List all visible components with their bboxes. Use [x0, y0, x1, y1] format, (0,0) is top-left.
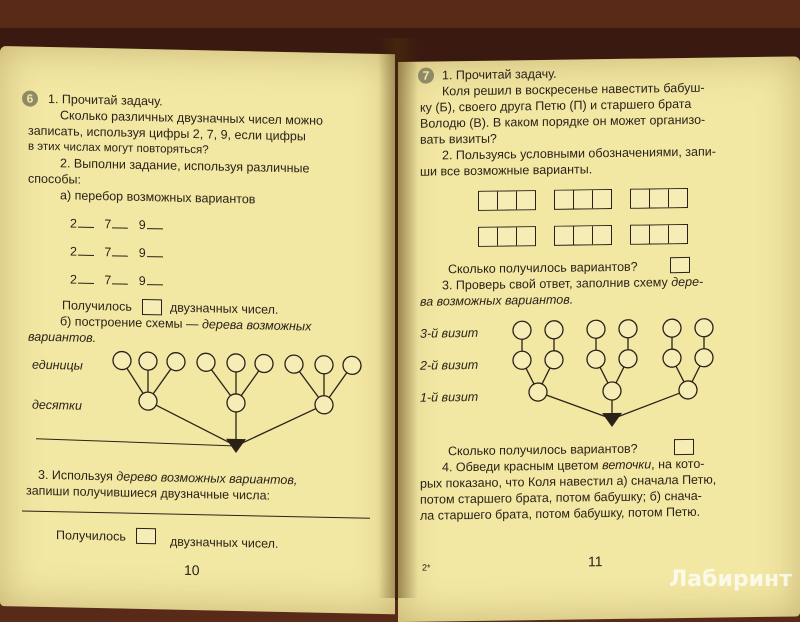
tree-node[interactable] — [139, 392, 157, 410]
task-line: а) перебор возможных вариантов — [60, 188, 256, 207]
text-span: на кото- — [658, 456, 705, 472]
tree-root-triangle — [602, 413, 622, 427]
text-span: веточки — [602, 457, 652, 473]
digit: 7 — [104, 245, 112, 260]
tree-node[interactable] — [695, 349, 713, 367]
digit: 9 — [138, 217, 146, 233]
answer-box[interactable] — [674, 439, 694, 455]
tree-node[interactable] — [679, 381, 697, 399]
task-line: рых показано, что Коля навестил а) сначала Петю, — [420, 472, 717, 491]
book — [0, 28, 800, 600]
task-line: 1. Прочитай задачу. — [442, 66, 557, 83]
text-span: дерево возможных вариантов, — [116, 469, 298, 488]
tree-node[interactable] — [315, 356, 333, 374]
tree-node[interactable] — [113, 351, 131, 369]
got-suffix: двузначных чисел. — [170, 534, 279, 551]
task-line: потом старшего брата, потом бабушку; б) снача- — [420, 488, 702, 507]
digit: 2 — [70, 272, 77, 287]
text-span: 3. Используя — [38, 467, 113, 484]
corner-mark: 2* — [422, 562, 431, 573]
right-page — [398, 56, 800, 622]
tree-node[interactable] — [663, 349, 681, 367]
answer-box[interactable] — [136, 528, 156, 544]
task-line: запиши получившиеся двузначные числа: — [26, 483, 271, 503]
digit: 2 — [70, 216, 77, 231]
variants-question: Сколько получилось вариантов? — [448, 441, 638, 459]
variants-question: Сколько получилось вариантов? — [448, 259, 638, 277]
task-number-badge: 6 — [22, 90, 38, 106]
tree-node[interactable] — [587, 320, 605, 338]
task-number-badge: 7 — [418, 67, 434, 83]
got-label: Получилось — [62, 298, 132, 314]
visit-label: 3-й визит — [420, 325, 479, 341]
tree-node[interactable] — [315, 396, 333, 414]
text-span: дерева возможных — [202, 317, 312, 334]
tree-node[interactable] — [603, 382, 621, 400]
tree-node[interactable] — [619, 350, 637, 368]
task-line: ва возможных вариантов. — [420, 292, 574, 309]
tree-node[interactable] — [695, 319, 713, 337]
possibility-tree-right — [398, 56, 800, 622]
text-span: 4. Обведи красным цветом — [442, 458, 599, 475]
tree-node[interactable] — [545, 351, 563, 369]
page-number: 11 — [588, 553, 603, 570]
task-line: 4. Обведи красным цветом веточки, на кото- — [442, 456, 705, 475]
tree-node[interactable] — [587, 350, 605, 368]
tree-node[interactable] — [343, 356, 361, 374]
task-line: 2. Пользуясь условными обозначениями, запи- — [442, 144, 716, 163]
task-line: вать визиты? — [420, 131, 497, 147]
task-line: способы: — [28, 171, 81, 187]
tens-label: десятки — [32, 397, 82, 413]
task-line: ку (Б), своего друга Петю (П) и старшего брата — [420, 96, 692, 115]
text-span: б) построение схемы — — [60, 314, 199, 332]
tree-node[interactable] — [197, 353, 215, 371]
tree-node[interactable] — [513, 351, 531, 369]
units-label: единицы — [32, 357, 83, 373]
left-page — [0, 46, 395, 614]
digit: 9 — [138, 245, 146, 261]
task-line: вариантов. — [28, 329, 97, 346]
tree-node[interactable] — [167, 352, 185, 370]
task-line: записать, используя цифры 2, 7, 9, если цифры — [28, 123, 306, 144]
tree-node[interactable] — [619, 320, 637, 338]
visit-label: 2-й визит — [420, 357, 479, 373]
got-suffix: двузначных чисел. — [170, 300, 279, 317]
task-line: Коля решил в воскресенье навестить бабуш- — [442, 80, 705, 99]
tree-node[interactable] — [285, 355, 303, 373]
tree-node[interactable] — [227, 354, 245, 372]
page-number: 10 — [184, 561, 200, 579]
watermark-logo: Лабиринт — [668, 567, 792, 592]
got-label: Получилось — [56, 528, 126, 544]
tree-node[interactable] — [227, 394, 245, 412]
digit: 2 — [70, 244, 77, 259]
tree-node[interactable] — [255, 354, 273, 372]
tree-node[interactable] — [663, 319, 681, 337]
task-line: Володю (В). В каком порядке он может организо- — [420, 112, 706, 131]
tree-node[interactable] — [545, 321, 563, 339]
digit: 9 — [138, 273, 146, 289]
digit: 7 — [104, 217, 112, 232]
text-span: дере- — [671, 274, 704, 290]
task-line: 1. Прочитай задачу. — [48, 92, 163, 109]
task-line: в этих числах могут повторяться? — [28, 140, 209, 157]
task-line: ши все возможные варианты. — [420, 162, 593, 179]
tree-node[interactable] — [139, 352, 157, 370]
task-line: Сколько различных двузначных чисел можно — [60, 108, 323, 128]
tree-node[interactable] — [529, 383, 547, 401]
visit-label: 1-й визит — [420, 389, 479, 405]
digit: 7 — [104, 273, 112, 288]
task-line: ла старшего брата, потом бабушку, потом Петю. — [420, 504, 701, 523]
task-line: 2. Выполни задание, используя различные — [60, 156, 310, 176]
book-spine — [378, 38, 418, 598]
tree-node[interactable] — [513, 321, 531, 339]
text-span: 3. Проверь свой ответ, заполнив схему — [442, 275, 668, 293]
